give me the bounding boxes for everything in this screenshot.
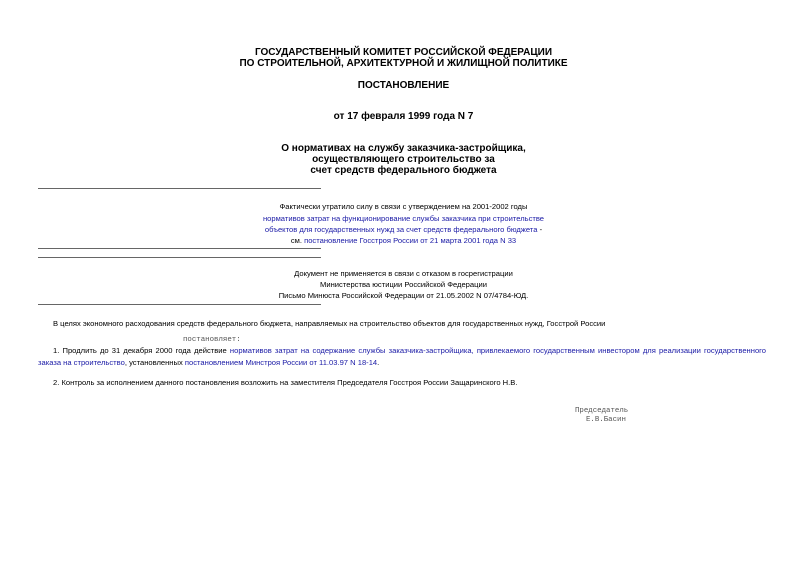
see-label: см. [290,236,305,245]
divider [38,304,321,305]
item-2: 2. Контроль за исполнением данного постановления возложить на заместителя Председателя Госстроя России Защаринского Н.В. [53,378,518,387]
document-date-number: от 17 февраля 1999 года N 7 [333,111,474,122]
divider [38,248,321,249]
item-1-decree-link[interactable]: постановлением Минстроя России от 11.03.97 N 18-14 [184,358,378,367]
registration-note-line-2: Министерства юстиции Российской Федерации [320,280,487,289]
status-note-line-4 [0,235,807,247]
resolves-word: постановляет: [183,336,241,344]
divider [38,257,321,258]
item-1-prefix: 1. Продлить до 31 декабря 2000 года действие [53,346,230,355]
registration-note-line-1: Документ не применяется в связи с отказом в госрегистрации [294,269,513,278]
document-title-line-2: осуществляющего строительство за [312,154,495,165]
signature-position: Председатель [575,407,629,415]
item-1-middle: , установленных [124,358,185,367]
item-1-end: . [377,358,380,367]
registration-note-line-3: Письмо Минюста Российской Федерации от 21.05.2002 N 07/4784-ЮД. [278,291,529,300]
status-link-norms-line-1[interactable]: нормативов затрат на функционирование службы заказчика при строительстве [262,214,545,223]
issuer-line-2: ПО СТРОИТЕЛЬНОЙ, АРХИТЕКТУРНОЙ И ЖИЛИЩНОЙ ПОЛИТИКЕ [239,58,568,69]
signature-name: Е.В.Басин [586,416,626,424]
document-title-line-3: счет средств федерального бюджета [310,165,497,176]
issuer-line-1: ГОСУДАРСТВЕННЫЙ КОМИТЕТ РОССИЙСКОЙ ФЕДЕРАЦИИ [254,47,553,58]
item-1-norms-link[interactable]: нормативов затрат на содержание службы заказчика-застройщика, привлекаемого государственным инвестором для реализации государственного заказа на строительство [38,346,766,367]
item-1 [38,345,766,369]
status-dash: - [537,225,543,234]
divider [38,188,321,189]
preamble: В целях экономного расходования средств федерального бюджета, направляемых на строительство объектов для государственных нужд, Госстрой России [53,319,606,328]
status-link-resolution[interactable]: постановление Госстроя России от 21 марта 2001 года N 33 [304,236,517,245]
status-note-line-1: Фактически утратило силу в связи с утверждением на 2001-2002 годы [279,202,528,211]
status-link-norms-line-2[interactable]: объектов для государственных нужд за счет средств федерального бюджета [264,225,538,234]
document-title-line-1: О нормативах на службу заказчика-застройщика, [281,143,526,154]
document-type: ПОСТАНОВЛЕНИЕ [357,80,450,91]
